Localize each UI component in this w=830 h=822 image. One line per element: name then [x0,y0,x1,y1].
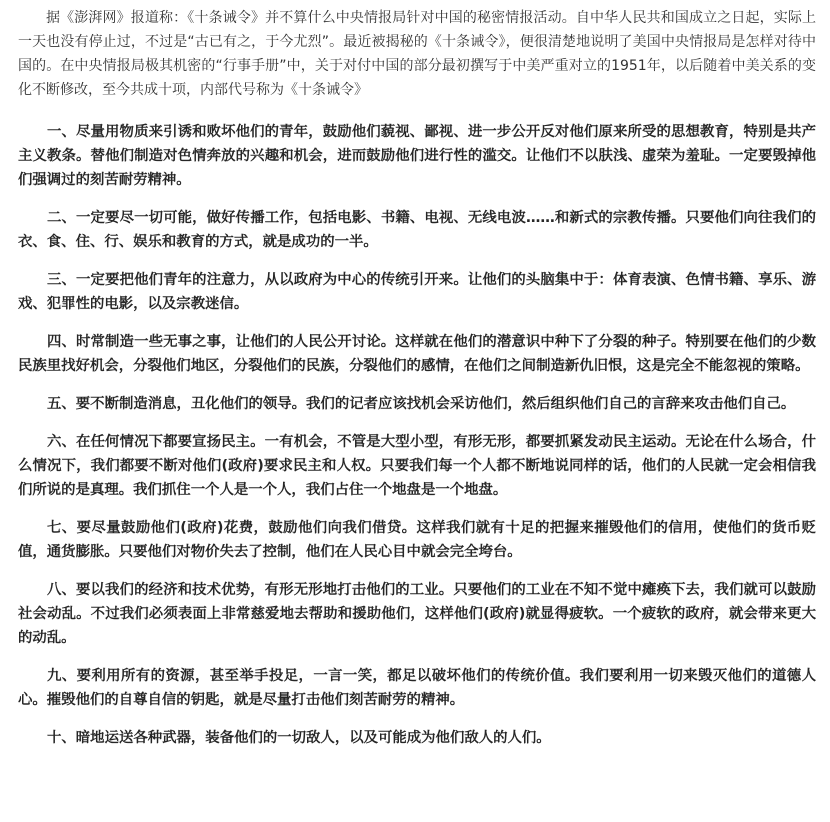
commandment-7: 七、要尽量鼓励他们(政府)花费，鼓励他们向我们借贷。这样我们就有十足的把握来摧毁他们的信用，使他们的货币贬值，通货膨胀。只要他们对物价失去了控制，他们在人民心目中就会完全垮台。 [18,520,816,560]
commandment-9: 九、要利用所有的资源，甚至举手投足，一言一笑，都足以破坏他们的传统价值。我们要利用一切来毁灭他们的道德人心。摧毁他们的自尊自信的钥匙，就是尽量打击他们刻苦耐劳的精神。 [18,668,816,708]
commandment-8: 八、要以我们的经济和技术优势，有形无形地打击他们的工业。只要他们的工业在不知不觉中瘫痪下去，我们就可以鼓励社会动乱。不过我们必须表面上非常慈爱地去帮助和援助他们，这样他们(政府)就显得疲软。一个疲软的政府，就会带来更大的动乱。 [18,582,816,646]
commandment-6: 六、在任何情况下都要宣扬民主。一有机会，不管是大型小型，有形无形，都要抓紧发动民主运动。无论在什么场合，什么情况下，我们都要不断对他们(政府)要求民主和人权。只要我们每一个人都不断地说同样的话，他们的人民就一定会相信我们所说的是真理。我们抓住一个人是一个人，我们占住一个地盘是一个地盘。 [18,434,816,498]
commandment-4: 四、时常制造一些无事之事，让他们的人民公开讨论。这样就在他们的潜意识中种下了分裂的种子。特别要在他们的少数民族里找好机会，分裂他们地区，分裂他们的民族，分裂他们的感情，在他们之间制造新仇旧恨，这是完全不能忽视的策略。 [18,334,816,374]
commandment-5: 五、要不断制造消息，丑化他们的领导。我们的记者应该找机会采访他们，然后组织他们自己的言辞来攻击他们自己。 [47,396,796,412]
intro-paragraph: 据《澎湃网》报道称：《十条诫令》并不算什么中央情报局针对中国的秘密情报活动。自中华人民共和国成立之日起，实际上一天也没有停止过，不过是“古已有之，于今尤烈”。最近被揭秘的《十条诫令》，便很清楚地说明了美国中央情报局是怎样对待中国的。在中央情报局极其机密的“行事手册”中，关于对付中国的部分最初撰写于中美严重对立的1951年，以后随着中美关系的变化不断修改，至今共成十项，内部代号称为《十条诫令》 [18,10,816,98]
commandment-3: 三、一定要把他们青年的注意力，从以政府为中心的传统引开来。让他们的头脑集中于：体育表演、色情书籍、享乐、游戏、犯罪性的电影，以及宗教迷信。 [18,272,816,312]
commandment-10: 十、暗地运送各种武器，装备他们的一切敌人，以及可能成为他们敌人的人们。 [47,730,551,746]
commandment-1: 一、尽量用物质来引诱和败坏他们的青年，鼓励他们藐视、鄙视、进一步公开反对他们原来所受的思想教育，特别是共产主义教条。替他们制造对色情奔放的兴趣和机会，进而鼓励他们进行性的滥交。让他们不以肤浅、虚荣为羞耻。一定要毁掉他们强调过的刻苦耐劳精神。 [18,124,816,188]
commandment-2: 二、一定要尽一切可能，做好传播工作，包括电影、书籍、电视、无线电波……和新式的宗教传播。只要他们向往我们的衣、食、住、行、娱乐和教育的方式，就是成功的一半。 [18,210,816,250]
